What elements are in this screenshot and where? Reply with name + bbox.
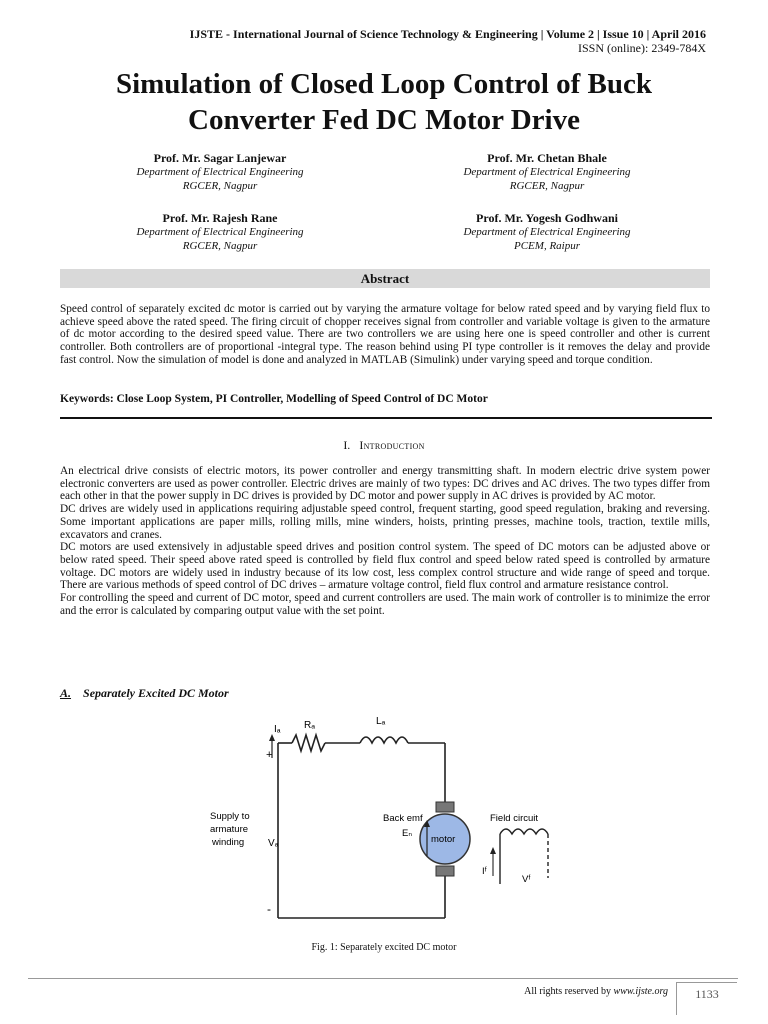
author-dept: Department of Electrical Engineering [463,166,631,178]
circuit-figure [200,706,570,942]
ia-arrow-head [269,734,275,741]
abstract-heading: Abstract [60,269,710,288]
label-if: Iᶠ [482,866,487,877]
author-dept: Department of Electrical Engineering [136,166,304,178]
section-divider [60,417,712,419]
author-block [50,151,390,193]
author-name: Prof. Mr. Rajesh Rane [162,211,278,225]
label-la: Lₐ [376,716,386,727]
label-backemf: Back emf [383,813,423,824]
journal-header: IJSTE - International Journal of Science Technology & Engineering | Volume 2 | Issue 10 | April 2016 [189,27,706,41]
section-title: Introduction [359,438,425,452]
motor-brush-top [436,802,454,812]
label-eb: Eₙ [402,828,413,839]
label-va: Vₐ [268,838,279,849]
intro-paragraph: DC motors are used extensively in adjustable speed drives and position control system. The speed of DC motors can be adjusted above or below rated speed. Their speed above rated speed is controlled by field flux control and speed below rated speed is controlled by armature voltage. DC motors are widely used in industry because of its low cost, less complex control structure and wide range of speed and torque. There are various methods of speed control of DC drives – armature voltage control, field flux control and armature resistance control. [60,541,710,592]
subsection-letter: A. [60,686,72,700]
label-ra: Rₐ [304,720,315,731]
intro-body [60,465,710,617]
footer-rights-text: All rights reserved by [524,986,612,997]
footer-site-link[interactable]: www.ijste.org [613,986,668,997]
issn-line: ISSN (online): 2349-784X [578,41,706,55]
page-number: 1133 [676,982,737,1015]
author-name: Prof. Mr. Yogesh Godhwani [476,211,618,225]
footer-rights [380,986,668,998]
abstract-paragraph: Speed control of separately excited dc motor is carried out by varying the armature voltage for below rated speed and by varying field flux to achieve speed above the rated speed. The firing circuit of chopper receives signal from controller and variable voltage is given to the armature of dc motor according to the desired speed value. There are two controllers we are using here one is speed controller and other is current controller. Both controllers are of proportional -integral type. The reason behind using PI type controller is it removes the delay and provide fast control. Now the simulation of model is done and analyzed in MATLAB (Simulink) under varying speed and torque condition. [60,303,710,366]
author-name: Prof. Mr. Chetan Bhale [487,151,607,165]
abstract-text [60,303,710,367]
section-number: I. [343,438,351,452]
motor-brush-bottom [436,866,454,876]
author-block [377,151,717,193]
author-block [50,211,390,253]
if-arrow-head [490,847,496,854]
author-dept: Department of Electrical Engineering [136,226,304,238]
label-supply-1: Supply to [210,811,250,822]
subsection-heading [60,686,229,700]
author-place: RGCER, Nagpur [182,180,258,192]
intro-paragraph: For controlling the speed and current of DC motor, speed and current controllers are used. The main work of controller is to minimize the error and the error is calculated by comparing output value with the set point. [60,592,710,617]
subsection-title: Separately Excited DC Motor [83,686,229,700]
label-supply-3: winding [212,837,245,848]
paper-title [0,66,768,138]
circuit-diagram [200,706,570,942]
intro-paragraph: An electrical drive consists of electric motors, its power controller and energy transmitting shaft. In modern electric drive system power electronic converters are used as power controller. Electric drives are mainly of two types: DC drives and AC drives. The two types differ from each other in that the power supply in DC drives is provided by DC motor and power supply in AC drives is provided by AC motor. [60,465,710,503]
label-vf: Vᶠ [522,874,531,885]
figure-caption: Fig. 1: Separately excited DC motor [311,942,457,953]
resistor-ra [292,735,325,751]
author-place: RGCER, Nagpur [182,240,258,252]
author-name: Prof. Mr. Sagar Lanjewar [153,151,287,165]
title-line-2: Converter Fed DC Motor Drive [188,104,580,136]
label-minus: - [267,902,271,916]
label-plus: + [266,749,273,761]
label-field-circuit: Field circuit [490,813,539,824]
title-line-1: Simulation of Closed Loop Control of Buck [115,68,653,100]
intro-paragraph: DC drives are widely used in applications requiring adjustable speed control, frequent starting, good speed regulation, braking and reversing. Some important applications are paper mills, rolling mills, mine winders, hoists, printing presses, machine tools, traction, textile mills, excavators and cranes. [60,503,710,541]
label-ia: Iₐ [274,724,281,735]
inductor-la [360,737,408,743]
author-dept: Department of Electrical Engineering [463,226,631,238]
author-place: PCEM, Raipur [514,240,580,252]
author-block [377,211,717,253]
field-winding [500,829,548,834]
keywords: Keywords: Close Loop System, PI Controller, Modelling of Speed Control of DC Motor [60,393,488,405]
section-heading [0,438,768,452]
footer-rule [28,978,738,979]
label-supply-2: armature [210,824,249,835]
author-place: RGCER, Nagpur [509,180,585,192]
label-motor: motor [431,834,456,845]
